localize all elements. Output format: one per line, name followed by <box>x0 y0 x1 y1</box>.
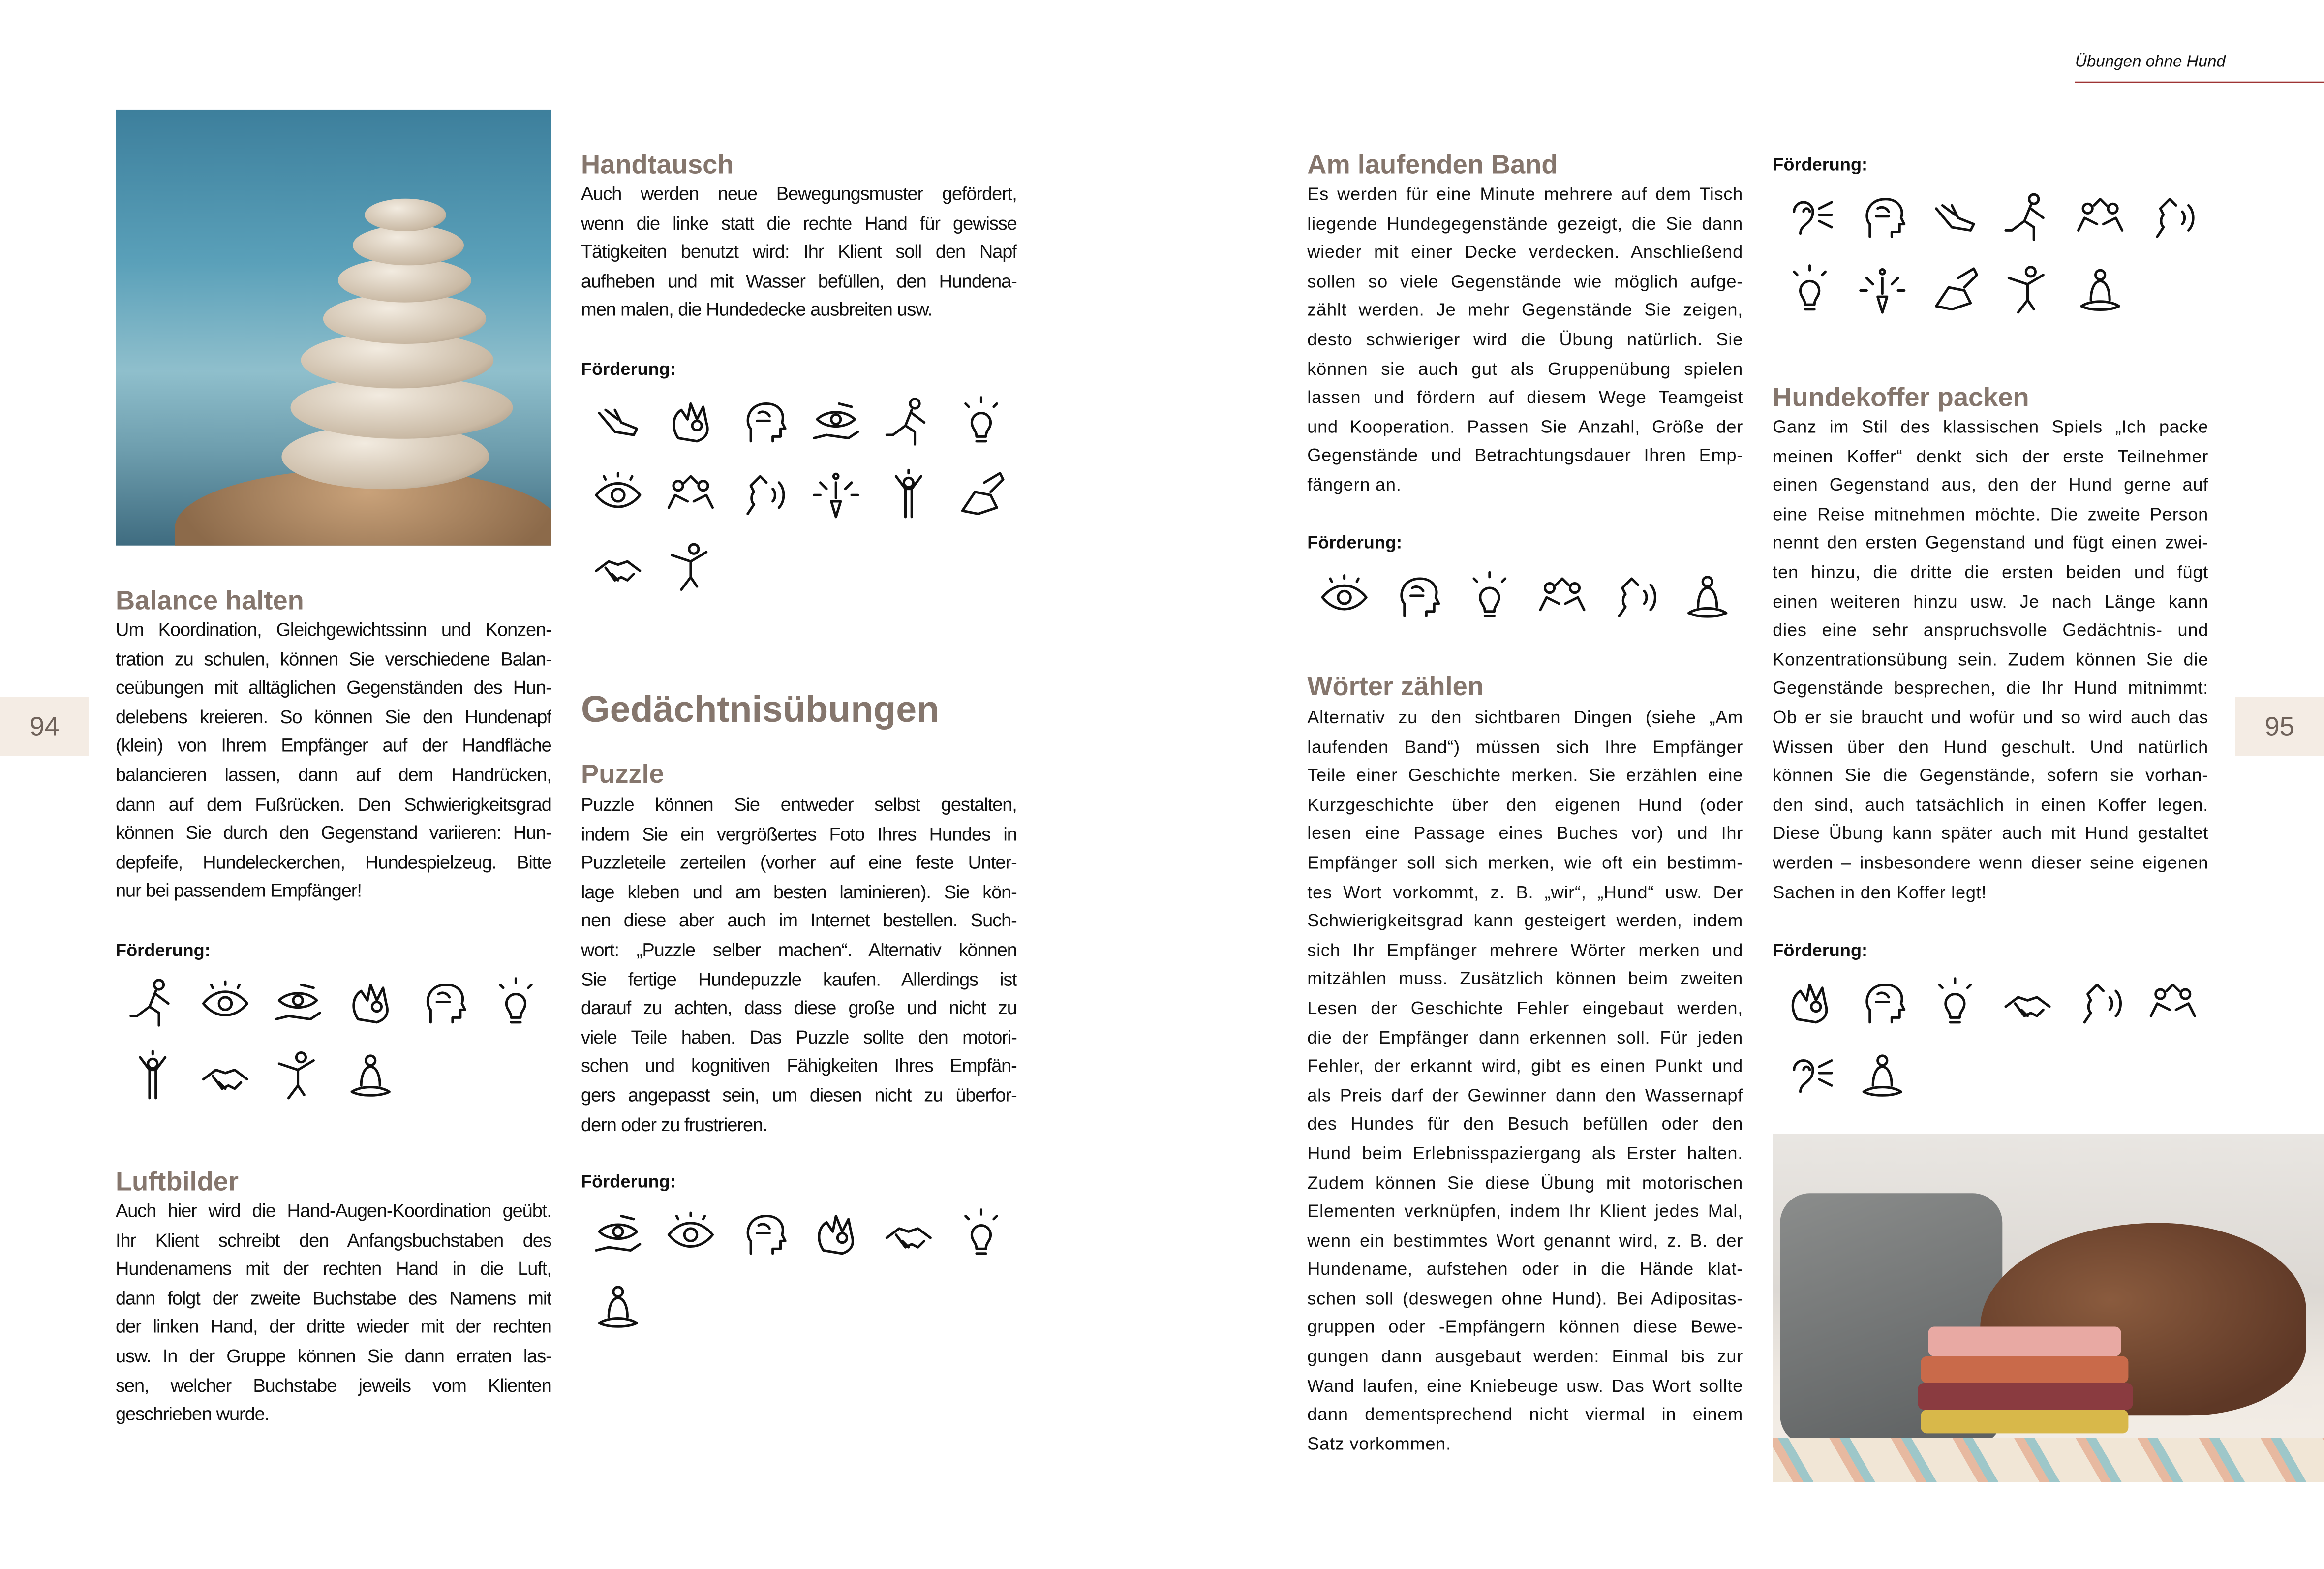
speaking-icon <box>2063 966 2136 1039</box>
text-line: indem Sie ein vergrößertes Foto Ihres Hundes in <box>581 823 1017 845</box>
handshake-icon <box>1990 966 2063 1039</box>
section-title-balance: Balance halten <box>115 585 304 615</box>
text-line: als Preis darf der Gewinner dann den Wassernapf <box>1307 1084 1743 1106</box>
teamwork-icon <box>1525 560 1598 633</box>
meditation-icon <box>581 1270 654 1343</box>
foerderung-label: Förderung: <box>1773 154 1868 175</box>
foerderung-label: Förderung: <box>581 1171 676 1192</box>
text-line: des Hundes für den Besuch befüllen oder den <box>1307 1113 1743 1135</box>
text-line: Fehler, der erkannt wird, gibt es einen Punkt und <box>1307 1055 1743 1077</box>
text-line: dann dementsprechend nicht viermal in einem <box>1307 1404 1743 1425</box>
text-line: gruppen oder -Empfängern können diese Bewe- <box>1307 1317 1743 1338</box>
text-line: Hundename, aufstehen oder in die Hände klat- <box>1307 1259 1743 1280</box>
section-title-handtausch: Handtausch <box>581 150 734 180</box>
text-line: Hund beim Erlebnisspaziergang als Erster halten. <box>1307 1142 1743 1164</box>
text-line: laufenden Band“) müssen sich Ihre Empfänger <box>1307 736 1743 757</box>
ear-icon <box>1773 1039 1845 1112</box>
text-line: sollen so viele Gegenstände wie möglich aufge- <box>1307 271 1743 292</box>
hand-icon <box>1918 181 1991 254</box>
text-line: geschrieben wurde. <box>115 1404 270 1425</box>
hand-gesture-icon <box>1773 966 1845 1039</box>
text-line: wenn die linke statt die rechte Hand für gewisse <box>581 213 1017 234</box>
chapter-title: Gedächtnisübungen <box>581 689 940 731</box>
head-brain-icon <box>1845 181 1918 254</box>
hand-eye-icon <box>581 1198 654 1270</box>
text-line: nennt den ersten Gegenstand und fügt einen zwei- <box>1773 532 2209 554</box>
teamwork-icon <box>2136 966 2208 1039</box>
section-title-koffer: Hundekoffer packen <box>1773 382 2029 412</box>
text-line: können sie auch gut als Gruppenübung spielen <box>1307 358 1743 379</box>
section-text-koffer <box>1773 414 2208 908</box>
text-line: Ganz im Stil des klassischen Spiels „Ich packe <box>1773 416 2209 437</box>
hand-gesture-icon <box>334 966 406 1039</box>
fireworks-icon <box>1845 253 1918 326</box>
running-icon <box>1990 181 2063 254</box>
lightbulb-icon <box>944 1198 1017 1270</box>
lightbulb-icon <box>479 966 551 1039</box>
text-line: usw. In der Gruppe können Sie dann erraten las- <box>115 1346 551 1367</box>
text-line: können Sie durch den Gegenstand variieren: Hun- <box>115 823 551 844</box>
text-line: können Sie die Gegenstände, sofern sie vorhan- <box>1773 765 2209 786</box>
speaking-icon <box>1598 560 1671 633</box>
text-line: wieder mit einer Decke verdecken. Anschließend <box>1307 242 1743 263</box>
text-line: lassen und fördern auf diesem Wege Teamgeist <box>1307 387 1743 408</box>
writing-hand-icon <box>944 458 1017 531</box>
teamwork-icon <box>2063 181 2136 254</box>
page-number-left: 94 <box>0 697 89 756</box>
header-rule <box>2075 82 2324 84</box>
head-brain-icon <box>406 966 479 1039</box>
jumping-person-icon <box>654 531 727 604</box>
text-line: Um Koordination, Gleichgewichtssinn und Konzen- <box>115 619 551 641</box>
eye-icon <box>581 458 654 531</box>
head-brain-icon <box>1380 560 1453 633</box>
meditation-icon <box>334 1039 406 1112</box>
text-line: Kurzgeschichte über den eigenen Hund (oder <box>1307 794 1743 815</box>
section-text-balance <box>116 616 551 907</box>
text-line: Konzentrationsübung sein. Zudem können Sie die <box>1773 648 2209 670</box>
text-line: zählt werden. Je mehr Gegenstände Sie zeigen, <box>1307 300 1743 321</box>
speaking-icon <box>726 458 799 531</box>
lightbulb-icon <box>1918 966 1991 1039</box>
speaking-icon <box>2136 181 2208 254</box>
text-line: einen Gegenstand aus, den der Hund gerne auf <box>1773 474 2209 495</box>
section-text-handtausch <box>581 181 1017 326</box>
text-line: desto schwieriger wird die Übung natürlich. Sie <box>1307 329 1743 350</box>
eye-icon <box>188 966 261 1039</box>
text-line: sen, welcher Buchstabe jeweils vom Klienten <box>115 1375 551 1396</box>
text-line: delebens kreieren. So können Sie den Hundenapf <box>115 707 551 728</box>
text-line: gungen dann ausgebaut werden: Einmal bis zur <box>1307 1346 1743 1367</box>
text-line: Zudem können Sie diese Übung mit motorischen <box>1307 1171 1743 1193</box>
text-line: gers angepasst sein, um diesen nicht zu überfor- <box>581 1085 1017 1106</box>
text-line: tration zu schulen, können Sie verschiedene Balan- <box>115 648 551 670</box>
foerderung-label: Förderung: <box>1773 940 1868 961</box>
handshake-icon <box>872 1198 945 1270</box>
jumping-person-icon <box>261 1039 334 1112</box>
text-line: tes Wort vorkommt, z. B. „wir“, „Hund“ usw. Der <box>1307 881 1743 902</box>
head-brain-icon <box>726 385 799 458</box>
text-line: Diese Übung kann später auch mit Hund gestaltet <box>1773 823 2209 844</box>
icon-grid-koffer <box>1773 966 2208 1111</box>
lightbulb-icon <box>944 385 1017 458</box>
text-line: dann auf dem Fußrücken. Den Schwierigkeitsgrad <box>115 794 551 815</box>
handshake-icon <box>581 531 654 604</box>
icon-grid-handtausch <box>581 385 1017 603</box>
text-line: wenn ein bestimmtes Wort genannt wird, z. B. der <box>1307 1230 1743 1251</box>
text-line: der linken Hand, der dritte wieder mit der rechten <box>115 1317 551 1338</box>
text-line: Satz vorkommen. <box>1307 1433 1451 1454</box>
fireworks-icon <box>799 458 872 531</box>
cheering-person-icon <box>116 1039 188 1112</box>
text-line: liegende Hundegegenstände gezeigt, die Sie dann <box>1307 213 1743 234</box>
text-line: und Kooperation. Passen Sie Anzahl, Größe der <box>1307 416 1743 437</box>
section-text-woerter <box>1307 704 1743 1459</box>
text-line: Auch hier wird die Hand-Augen-Koordination geübt. <box>115 1200 551 1222</box>
section-title-luftbilder: Luftbilder <box>115 1167 239 1197</box>
text-line: mitzählen muss. Zusätzlich können beim zweiten <box>1307 968 1743 989</box>
text-line: nur bei passendem Empfänger! <box>115 881 362 902</box>
text-line: lesen eine Passage eines Buches vor) und Ihr <box>1307 823 1743 844</box>
stacked-stones-photo <box>116 110 551 546</box>
cheering-person-icon <box>872 458 945 531</box>
text-line: schen und kognitiven Fähigkeiten Ihres Empfän- <box>581 1056 1017 1077</box>
text-line: Ihr Klient schreibt den Anfangsbuchstaben des <box>115 1230 551 1251</box>
icon-grid-top-right <box>1773 181 2208 326</box>
hand-icon <box>581 385 654 458</box>
hand-eye-icon <box>261 966 334 1039</box>
foerderung-label: Förderung: <box>581 359 676 380</box>
text-line: Lesen der Geschichte Fehler eingebaut werden, <box>1307 997 1743 1018</box>
text-line: lage kleben und am besten laminieren). Sie kön- <box>581 881 1017 903</box>
foerderung-label: Förderung: <box>115 940 211 961</box>
text-line: dann folgt der zweite Buchstabe des Namens mit <box>115 1288 551 1309</box>
lightbulb-icon <box>1773 253 1845 326</box>
eye-icon <box>1307 560 1380 633</box>
text-line: depfeife, Hundeleckerchen, Hundespielzeug. Bitte <box>115 852 551 873</box>
text-line: Puzzle können Sie entweder selbst gestalten, <box>581 794 1017 816</box>
text-line: Tätigkeiten benutzt wird: Ihr Klient soll den Napf <box>581 242 1017 263</box>
text-line: Wissen über den Hund geschult. Und natürlich <box>1773 736 2209 757</box>
text-line: aufheben und mit Wasser befüllen, den Hundena- <box>581 271 1017 292</box>
meditation-icon <box>2063 253 2136 326</box>
meditation-icon <box>1670 560 1743 633</box>
section-text-band <box>1307 181 1743 500</box>
eye-icon <box>654 1198 727 1270</box>
section-text-puzzle <box>581 792 1017 1140</box>
icon-grid-puzzle <box>581 1198 1017 1343</box>
section-text-luftbilder <box>116 1198 551 1430</box>
text-line: dies eine sehr anspruchsvolle Gedächtnis- und <box>1773 619 2209 641</box>
text-line: ceübungen mit alltäglichen Gegenständen des Hun- <box>115 677 551 699</box>
text-line: werden – insbesondere wenn dieser seine eigenen <box>1773 852 2209 873</box>
section-title-woerter: Wörter zählen <box>1307 671 1484 702</box>
hand-eye-icon <box>799 385 872 458</box>
text-line: viele Teile haben. Das Puzzle sollte den motori- <box>581 1027 1017 1048</box>
text-line: Schwierigkeitsgrad kann gesteigert werden, indem <box>1307 910 1743 931</box>
text-line: wort: „Puzzle selber machen“. Alternativ können <box>581 940 1017 961</box>
text-line: Puzzleteile zerteilen (vorher auf eine feste Unter- <box>581 852 1017 874</box>
text-line: Es werden für eine Minute mehrere auf dem Tisch <box>1307 184 1743 205</box>
icon-grid-band <box>1307 560 1743 633</box>
lightbulb-icon <box>1453 560 1526 633</box>
text-line: Sachen in den Koffer legt! <box>1773 881 1987 902</box>
text-line: den sind, auch tatsächlich in einen Koffer legen. <box>1773 794 2209 815</box>
text-line: Wand laufen, eine Kniebeuge usw. Das Wort sollte <box>1307 1375 1743 1396</box>
text-line: Auch werden neue Bewegungsmuster gefördert, <box>581 184 1017 205</box>
handshake-icon <box>188 1039 261 1112</box>
section-title-puzzle: Puzzle <box>581 759 664 789</box>
text-line: Gegenstände besprechen, die Ihr Hund mitnimmt: <box>1773 677 2209 699</box>
head-brain-icon <box>726 1198 799 1270</box>
text-line: eine Reise mitnehmen möchte. Die zweite Person <box>1773 503 2209 524</box>
hand-gesture-icon <box>654 385 727 458</box>
running-icon <box>872 385 945 458</box>
text-line: schen soll (deswegen ohne Hund). Bei Adipositas- <box>1307 1288 1743 1309</box>
text-line: Gegenstände und Betrachtungsdauer Ihren Emp- <box>1307 445 1743 466</box>
text-line: einen weiteren hinzu usw. Je nach Länge kann <box>1773 590 2209 612</box>
section-title-band: Am laufenden Band <box>1307 150 1558 180</box>
meditation-icon <box>1845 1039 1918 1112</box>
text-line: Empfänger soll sich merken, wie oft ein bestimm- <box>1307 852 1743 873</box>
text-line: fängern an. <box>1307 474 1402 495</box>
ear-icon <box>1773 181 1845 254</box>
hand-gesture-icon <box>799 1198 872 1270</box>
text-line: Teile einer Geschichte merken. Sie erzählen eine <box>1307 765 1743 786</box>
writing-hand-icon <box>1918 253 1991 326</box>
jumping-person-icon <box>1990 253 2063 326</box>
text-line: Elementen verknüpfen, indem Ihr Klient jedes Mal, <box>1307 1200 1743 1222</box>
text-line: nen diese aber auch im Internet bestellen. Such- <box>581 910 1017 932</box>
text-line: Ob er sie braucht und wofür und so wird auch das <box>1773 707 2209 728</box>
running-head: Übungen ohne Hund <box>2075 53 2226 71</box>
text-line: darauf zu achten, dass diese große und nicht zu <box>581 998 1017 1019</box>
text-line: die der Empfänger dann erkennen soll. Für jeden <box>1307 1026 1743 1047</box>
text-line: balancieren lassen, dann auf dem Handrücken, <box>115 765 551 786</box>
running-icon <box>116 966 188 1039</box>
text-line: Sie fertige Hundepuzzle kaufen. Allerdings ist <box>581 969 1017 990</box>
text-line: meinen Koffer“ denkt sich der erste Teilnehmer <box>1773 445 2209 466</box>
text-line: men malen, die Hundedecke ausbreiten usw. <box>581 300 933 321</box>
text-line: dern oder zu frustrieren. <box>581 1114 767 1135</box>
head-brain-icon <box>1845 966 1918 1039</box>
text-line: (klein) von Ihrem Empfänger auf der Handfläche <box>115 736 551 757</box>
text-line: ten hinzu, die dritte die ersten beiden und fügt <box>1773 561 2209 583</box>
foerderung-label: Förderung: <box>1307 532 1403 553</box>
teamwork-icon <box>654 458 727 531</box>
text-line: Alternativ zu den sichtbaren Dingen (siehe „Am <box>1307 707 1743 728</box>
text-line: Hundenamens mit der rechten Hand in die Luft, <box>115 1259 551 1280</box>
text-line: sich Ihr Empfänger mehrere Wörter merken und <box>1307 939 1743 960</box>
icon-grid-balance <box>116 966 551 1111</box>
dog-with-suitcase-photo <box>1773 1134 2324 1482</box>
page-number-right: 95 <box>2235 697 2324 756</box>
